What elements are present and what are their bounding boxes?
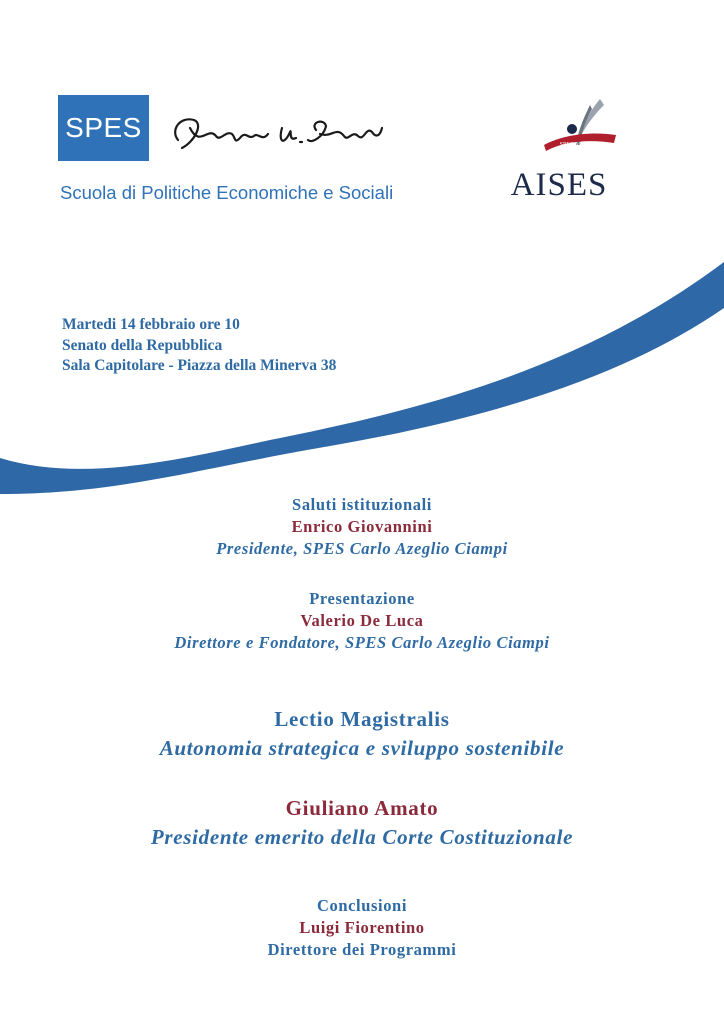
presentation-role: Direttore e Fondatore, SPES Carlo Azeglio Ciampi <box>174 633 550 652</box>
spes-logo <box>58 95 149 161</box>
spes-logo-text: SPES <box>65 112 142 143</box>
decorative-wave <box>0 260 724 500</box>
aises-motto: SPES AD SPEM <box>559 142 601 148</box>
greetings-role: Presidente, SPES Carlo Azeglio Ciampi <box>216 539 508 558</box>
aises-emblem-icon <box>538 95 618 167</box>
ciampi-signature <box>160 108 400 160</box>
conclusions-section <box>0 895 724 961</box>
keynote-speaker-section <box>0 794 724 852</box>
presentation-speaker: Valerio De Luca <box>300 611 424 630</box>
conclusions-speaker: Luigi Fiorentino <box>299 918 425 937</box>
conclusions-role: Direttore dei Programmi <box>267 940 457 959</box>
presentation-heading: Presentazione <box>309 589 415 608</box>
school-name: Scuola di Politiche Economiche e Sociali <box>60 182 394 203</box>
greetings-heading: Saluti istituzionali <box>292 495 432 514</box>
conclusions-heading: Conclusioni <box>316 896 408 915</box>
lecture-section <box>0 705 724 763</box>
greetings-section <box>0 494 724 560</box>
lecture-title: Autonomia strategica e sviluppo sostenibile <box>159 736 565 760</box>
aises-wordmark: AISES <box>510 167 608 203</box>
event-details <box>62 315 336 377</box>
greetings-speaker: Enrico Giovannini <box>291 517 433 536</box>
lecture-speaker: Giuliano Amato <box>285 796 439 820</box>
event-room: Sala Capitolare - Piazza della Minerva 38 <box>62 357 337 374</box>
lecture-speaker-role: Presidente emerito della Corte Costituzionale <box>150 825 574 849</box>
event-date-time: Martedi 14 febbraio ore 10 <box>62 316 240 333</box>
event-venue: Senato della Repubblica <box>62 336 223 354</box>
presentation-section <box>0 588 724 654</box>
lecture-heading: Lectio Magistralis <box>274 707 450 731</box>
